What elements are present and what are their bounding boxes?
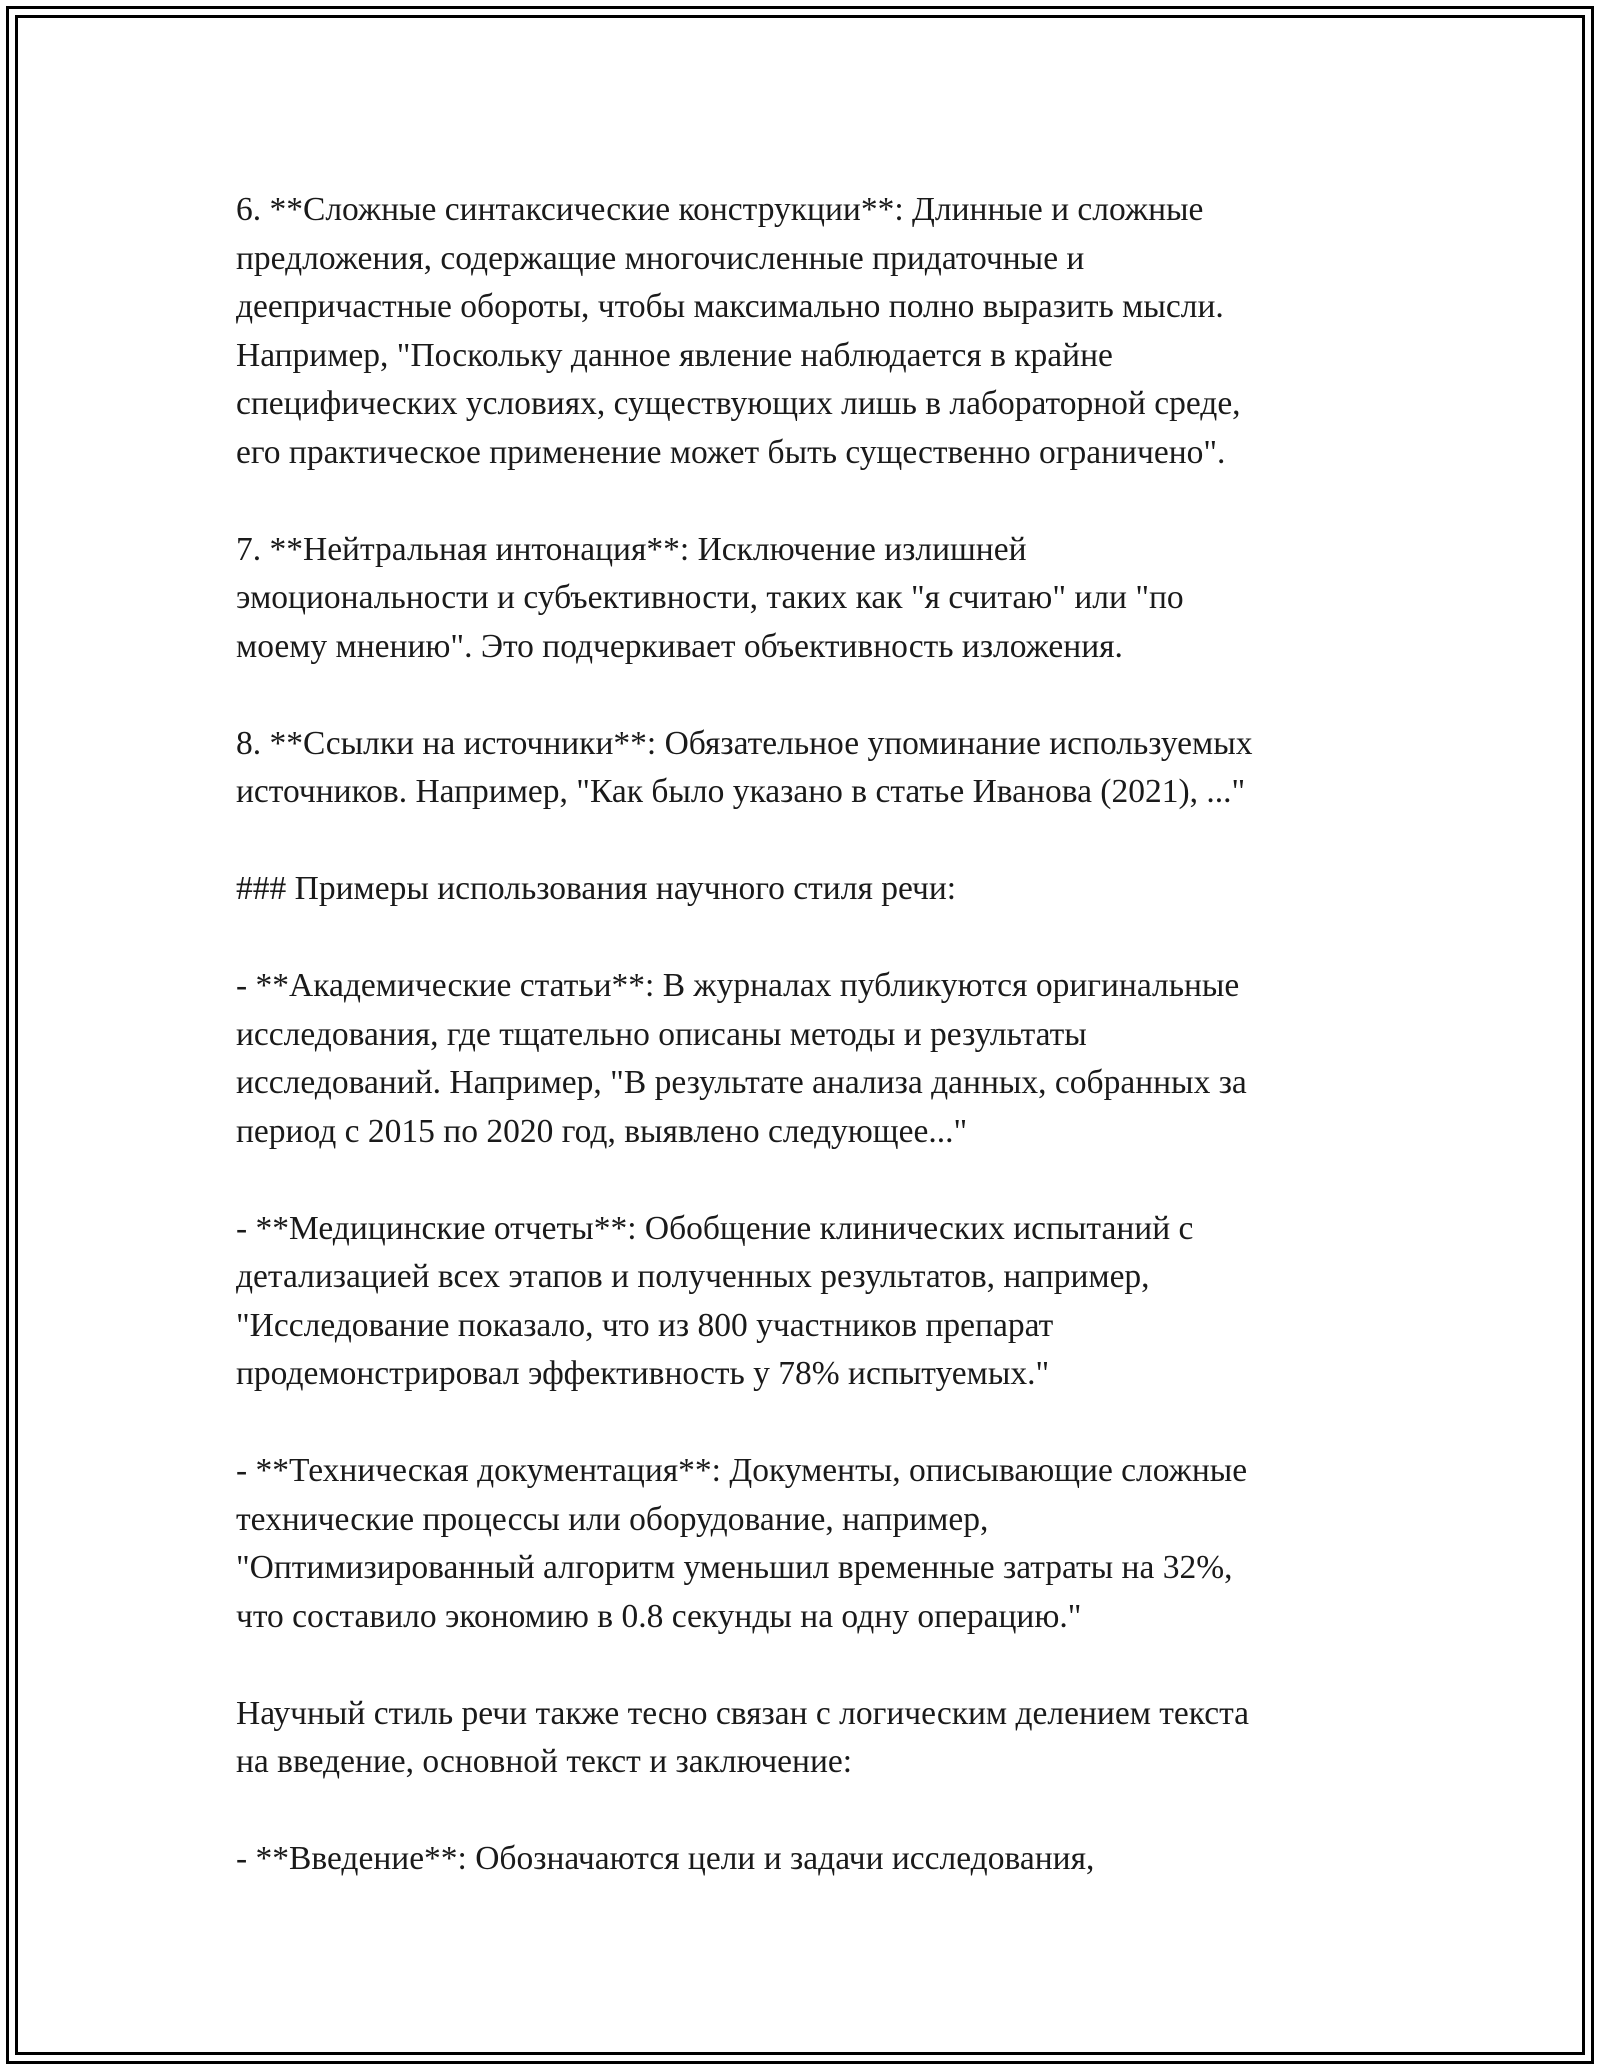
list-item-technical-documentation: - **Техническая документация**: Документы, описывающие сложные технические процессы или оборудование, например, "Оптимизированный алгоритм уменьшил временные затраты на 32%, что составило экономию в 0.8 секунды на одну операцию.": [236, 1452, 1248, 1635]
paragraph-complex-syntax: 6. **Сложные синтаксические конструкции**: Длинные и сложные предложения, содержащие многочисленные придаточные и деепричастные обороты, чтобы максимально полно выразить мысли. Например, "Поскольку данное явление наблюдается в крайне специфических условиях, существующих лишь в лабораторной среде, его практическое применение может быть существенно ограничено".: [236, 191, 1241, 471]
section-heading-examples: ### Примеры использования научного стиля речи:: [236, 870, 957, 907]
paragraph-logical-division: Научный стиль речи также тесно связан с логическим делением текста на введение, основной текст и заключение:: [236, 1694, 1250, 1780]
list-item-medical-reports: - **Медицинские отчеты**: Обобщение клинических испытаний с детализацией всех этапов и полученных результатов, например, "Исследование показало, что из 800 участников препарат продемонстрировал эффективность у 78% испытуемых.": [236, 1209, 1194, 1392]
list-item-introduction: - **Введение**: Обозначаются цели и задачи исследования,: [236, 1840, 1095, 1877]
document-body: [236, 186, 1366, 1884]
paragraph-source-references: 8. **Ссылки на источники**: Обязательное упоминание используемых источников. Например, "Как было указано в статье Иванова (2021), ...": [236, 724, 1253, 810]
list-item-academic-articles: - **Академические статьи**: В журналах публикуются оригинальные исследования, где тщательно описаны методы и результаты исследований. Например, "В результате анализа данных, собранных за период с 2015 по 2020 год, выявлено следующее...": [236, 967, 1247, 1150]
paragraph-neutral-intonation: 7. **Нейтральная интонация**: Исключение излишней эмоциональности и субъективности, таких как "я считаю" или "по моему мнению". Это подчеркивает объективность изложения.: [236, 530, 1184, 665]
